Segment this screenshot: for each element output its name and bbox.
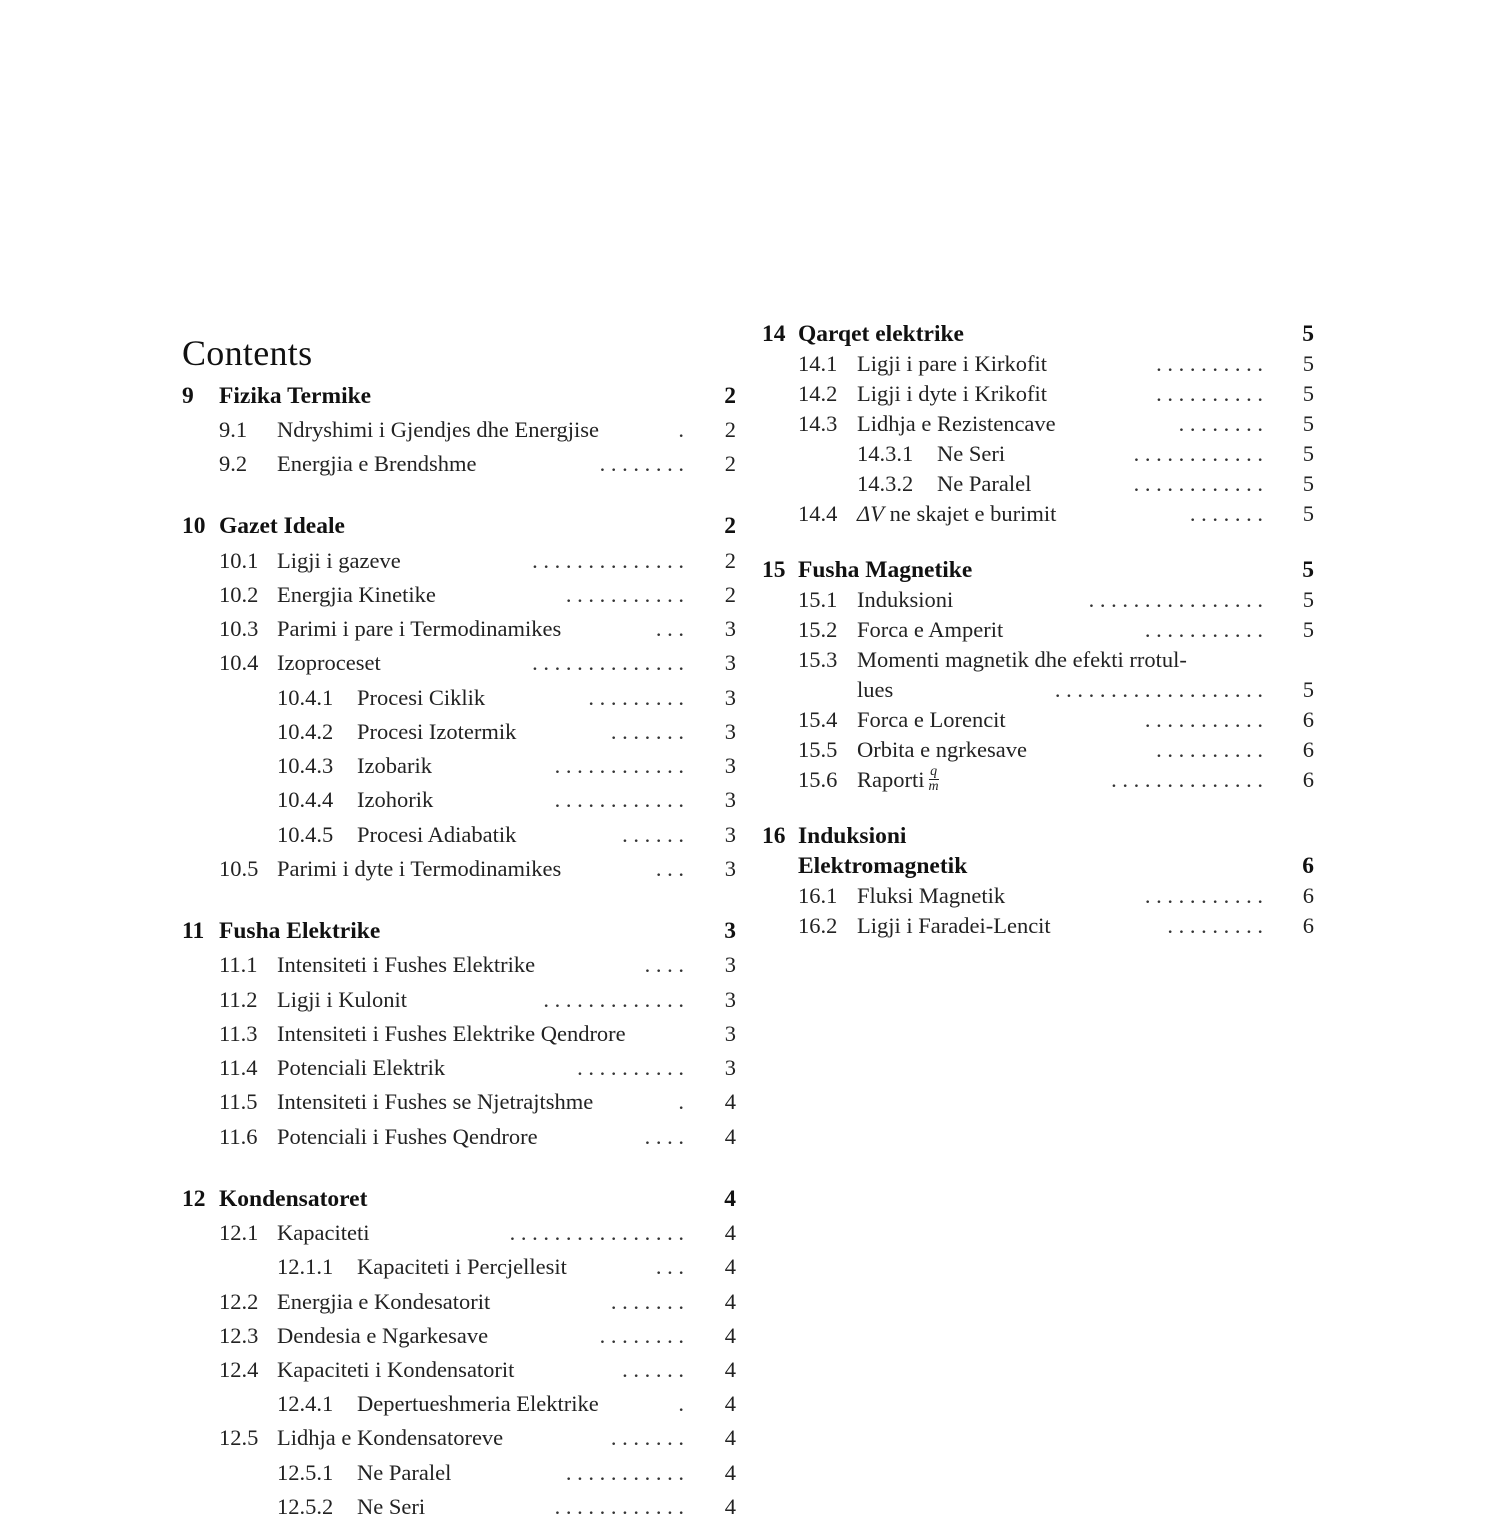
page-number: 2 <box>724 548 736 573</box>
dot-leader: . . . . . . . . . . . <box>565 582 684 607</box>
dot-leader: . . . . . . . . . . <box>577 1055 684 1080</box>
entry-title-text: Lidhja e Rezistencave <box>857 411 1056 436</box>
dot-leader: . . . . . . <box>622 1357 684 1382</box>
entry-title <box>357 1389 599 1419</box>
page-number: 3 <box>724 1021 736 1046</box>
dot-leader: . . . . . . . . . . . . <box>554 753 684 778</box>
entry-number: 12.5.2 <box>277 1494 334 1519</box>
entry-title <box>277 1087 593 1117</box>
page-number: 2 <box>724 513 736 539</box>
entry-title-text: Parimi i pare i Termodinamikes <box>277 616 562 641</box>
entry-title-text: Ne Seri <box>937 441 1006 466</box>
entry-title <box>277 1053 445 1083</box>
entry-title-text: Kapaciteti i Kondensatorit <box>277 1357 515 1382</box>
page-number: 5 <box>1302 587 1314 612</box>
toc-entry-section[interactable] <box>0 379 1500 409</box>
entry-number: 11.2 <box>219 987 258 1012</box>
entry-title <box>357 1458 451 1488</box>
page-number: 4 <box>724 1494 736 1519</box>
toc-entry-chapter[interactable] <box>0 821 1500 851</box>
entry-number: 9 <box>182 383 194 409</box>
toc-entry-section[interactable] <box>0 1087 1500 1117</box>
entry-title-text: Kondensatoret <box>219 1186 368 1212</box>
entry-number: 10.4.3 <box>277 753 334 778</box>
toc-entry-subsection[interactable] <box>0 469 1500 499</box>
dot-leader: . . . . . . . <box>610 1425 684 1450</box>
page-number: 4 <box>724 1357 736 1382</box>
page-number: 2 <box>724 383 736 409</box>
entry-title <box>277 985 407 1015</box>
toc-entry-section[interactable] <box>0 985 1500 1015</box>
entry-title <box>937 439 1005 469</box>
dot-leader: . . . . . . . . . <box>588 685 684 710</box>
entry-title-text: Forca e Lorencit <box>857 707 1006 732</box>
entry-number: 15 <box>762 557 786 583</box>
entry-number: 12.4.1 <box>277 1391 334 1416</box>
dot-leader: . . . . . . . <box>610 1289 684 1314</box>
dot-leader: . <box>678 417 684 442</box>
toc-entry-section[interactable] <box>0 499 1500 529</box>
entry-title <box>937 469 1031 499</box>
entry-title <box>798 821 906 851</box>
entry-title-text: Orbita e ngrkesave <box>857 737 1027 762</box>
entry-number: 15.3 <box>798 647 838 672</box>
entry-title <box>277 1287 490 1317</box>
dot-leader: . . . . . . . <box>610 719 684 744</box>
dot-leader: . . . . . . . . . . . . . <box>543 987 684 1012</box>
page-number: 4 <box>724 1323 736 1348</box>
entry-title-text: Procesi Izotermik <box>357 719 517 744</box>
entry-title-text: Procesi Adiabatik <box>357 822 517 847</box>
dot-leader: . . . . . . . . . . . . <box>554 1494 684 1519</box>
page-number: 5 <box>1302 441 1314 466</box>
toc-entry-section[interactable] <box>0 765 1500 795</box>
dot-leader: . . . . . . . . <box>1178 411 1263 436</box>
toc-entry-chapter[interactable] <box>0 319 1500 349</box>
page-number: 2 <box>724 451 736 476</box>
dot-leader: . . . . . . . . . . . . . . . . <box>509 1220 684 1245</box>
page-number: 3 <box>724 719 736 744</box>
entry-title-text: Raporti <box>857 767 925 792</box>
entry-title <box>857 585 953 615</box>
page-number: 4 <box>724 1089 736 1114</box>
entry-title <box>857 615 1003 645</box>
entry-number: 16 <box>762 823 786 849</box>
entry-number: 12.4 <box>219 1357 259 1382</box>
page-number: 3 <box>724 918 736 944</box>
page-number: 5 <box>1302 617 1314 642</box>
page-number: 2 <box>724 582 736 607</box>
dot-leader: . . . . . . . . . . . . <box>1133 471 1263 496</box>
entry-title-text: Potenciali i Fushes Qendrore <box>277 1124 538 1149</box>
toc-entry-section[interactable] <box>0 645 1500 675</box>
entry-title-text: Procesi Ciklik <box>357 685 486 710</box>
entry-number: 10.4.4 <box>277 787 334 812</box>
math-delta-v: ΔV <box>857 501 884 526</box>
entry-number: 16.1 <box>798 883 838 908</box>
page-number: 4 <box>724 1220 736 1245</box>
page-number: 5 <box>1302 351 1314 376</box>
dot-leader: . . . . . . . . . . . . . . <box>532 650 684 675</box>
entry-title-text: Intensiteti i Fushes Elektrike <box>277 952 536 977</box>
toc-entry-subsection[interactable] <box>0 1389 1500 1419</box>
entry-number: 15.1 <box>798 587 838 612</box>
dot-leader: . . . . . . . . . . . <box>565 1460 684 1485</box>
page-number: 3 <box>724 616 736 641</box>
page-number: 4 <box>724 1186 736 1212</box>
entry-title <box>277 1122 538 1152</box>
dot-leader: . . . . . . . . . . . . . . <box>532 548 684 573</box>
entry-number: 10.4.1 <box>277 685 334 710</box>
toc-entry-section[interactable] <box>0 1218 1500 1248</box>
entry-title-text: Forca e Amperit <box>857 617 1004 642</box>
entry-title-text: Momenti magnetik dhe efekti rrotul- <box>857 647 1187 672</box>
entry-title <box>277 1423 503 1453</box>
entry-number: 15.5 <box>798 737 838 762</box>
entry-title-text: Izobarik <box>357 753 432 778</box>
dot-leader: . . . . . . <box>622 822 684 847</box>
page-number: 5 <box>1302 677 1314 702</box>
dot-leader: . . . . . . . . . . . . . . <box>1111 767 1263 792</box>
toc-entry-section[interactable] <box>0 911 1500 941</box>
entry-number: 10 <box>182 513 206 539</box>
entry-title <box>277 1019 626 1049</box>
page-number: 4 <box>724 1124 736 1149</box>
toc-entry-section[interactable] <box>0 409 1500 439</box>
entry-title-text: Depertueshmeria Elektrike <box>357 1391 599 1416</box>
entry-title-text: Qarqet elektrike <box>798 321 964 347</box>
entry-title <box>798 319 964 349</box>
toc-entry-chapter[interactable] <box>0 555 1500 585</box>
entry-title-text: Fusha Elektrike <box>219 918 381 944</box>
dot-leader: . <box>678 1089 684 1114</box>
entry-title-text: Ne Seri <box>357 1494 426 1519</box>
entry-number: 11.1 <box>219 952 258 977</box>
entry-number: 12.1.1 <box>277 1254 334 1279</box>
entry-number: 15.2 <box>798 617 838 642</box>
page-number: 5 <box>1302 557 1314 583</box>
entry-title <box>357 1252 567 1282</box>
toc-entry-subsection[interactable] <box>0 439 1500 469</box>
dot-leader: . . . . . . . . . . <box>1156 737 1263 762</box>
page-number: 6 <box>1302 913 1314 938</box>
page-number: 4 <box>724 1425 736 1450</box>
page-number: 5 <box>1302 381 1314 406</box>
page-number: 6 <box>1302 853 1314 879</box>
entry-title <box>857 911 1051 941</box>
entry-title-text: Induksioni <box>857 587 954 612</box>
entry-number: 11 <box>182 918 205 944</box>
toc-entry-section[interactable] <box>0 1122 1500 1152</box>
entry-title-text: Induksioni <box>798 823 907 849</box>
entry-number: 14.3.2 <box>857 471 914 496</box>
toc-entry-section[interactable] <box>0 950 1500 980</box>
toc-entry-section[interactable] <box>0 349 1500 379</box>
page-number: 3 <box>724 856 736 881</box>
page-number: 5 <box>1302 321 1314 347</box>
toc-entry-section[interactable] <box>0 735 1500 765</box>
toc-entry-subsection[interactable] <box>0 1252 1500 1282</box>
toc-entry-chapter[interactable] <box>0 1184 1500 1214</box>
entry-title-text: Ndryshimi i Gjendjes dhe Energjise <box>277 417 600 442</box>
entry-title-text: Lidhja e Kondensatoreve <box>277 1425 504 1450</box>
toc-entry-section[interactable] <box>0 1423 1500 1453</box>
entry-number: 14.4 <box>798 501 838 526</box>
entry-number: 16.2 <box>798 913 838 938</box>
entry-title <box>798 851 967 881</box>
toc-entry-subsection[interactable] <box>0 1492 1500 1522</box>
page-title: Contents <box>182 333 313 374</box>
dot-leader: . . . . . . . . . . <box>1156 351 1263 376</box>
dot-leader: . . . . . . . . . <box>1167 913 1263 938</box>
entry-title-text: Elektromagnetik <box>798 853 968 879</box>
page-number: 4 <box>724 1391 736 1416</box>
page-number: 3 <box>724 822 736 847</box>
page-number: 4 <box>724 1460 736 1485</box>
toc-entry-section[interactable] <box>0 1287 1500 1317</box>
entry-number: 15.4 <box>798 707 838 732</box>
entry-title-text: Ligji i dyte i Krikofit <box>857 381 1047 406</box>
page-number: 6 <box>1302 767 1314 792</box>
entry-title-text: lues <box>857 677 894 702</box>
entry-number: 14 <box>762 321 786 347</box>
dot-leader: . . . . . . . <box>1189 501 1263 526</box>
entry-title <box>798 555 972 585</box>
entry-number: 15.6 <box>798 767 838 792</box>
entry-title <box>357 1492 425 1522</box>
dot-leader: . . . . <box>644 952 684 977</box>
entry-title-text: Ligji i gazeve <box>277 548 401 573</box>
page-number: 4 <box>724 1289 736 1314</box>
entry-title-text: Energjia e Brendshme <box>277 451 477 476</box>
dot-leader: . . . . . . . . . . <box>1156 381 1263 406</box>
entry-title-text: Kapaciteti i Percjellesit <box>357 1254 567 1279</box>
entry-title-text: Kapaciteti <box>277 1220 370 1245</box>
entry-number: 12.5.1 <box>277 1460 334 1485</box>
entry-title-text: Izoproceset <box>277 650 381 675</box>
dot-leader: . . . . . . . . <box>599 1323 684 1348</box>
entry-title-text: Fluksi Magnetik <box>857 883 1006 908</box>
page-number: 2 <box>724 417 736 442</box>
page-number: 4 <box>724 1254 736 1279</box>
entry-title <box>857 409 1056 439</box>
page-number: 3 <box>724 952 736 977</box>
entry-number: 12.5 <box>219 1425 259 1450</box>
entry-number: 10.1 <box>219 548 259 573</box>
dot-leader: . . . . . . . . . . . <box>1144 883 1263 908</box>
entry-title-text: Dendesia e Ngarkesave <box>277 1323 489 1348</box>
entry-number: 14.1 <box>798 351 838 376</box>
dot-leader: . . . <box>655 616 684 641</box>
entry-number: 12.2 <box>219 1289 259 1314</box>
entry-number: 14.3.1 <box>857 441 914 466</box>
entry-title-text: Intensiteti i Fushes se Njetrajtshme <box>277 1089 594 1114</box>
entry-number: 12 <box>182 1186 206 1212</box>
entry-number: 11.3 <box>219 1021 258 1046</box>
entry-number: 10.4 <box>219 650 259 675</box>
entry-title-text: Energjia Kinetike <box>277 582 436 607</box>
page-number: 3 <box>724 685 736 710</box>
entry-number: 10.4.5 <box>277 822 334 847</box>
dot-leader: . . . . . . . . . . . <box>1144 707 1263 732</box>
toc-entry-section[interactable] <box>0 705 1500 735</box>
toc-entry-section[interactable] <box>0 1321 1500 1351</box>
dot-leader: . . . . <box>644 1124 684 1149</box>
page-number: 3 <box>724 1055 736 1080</box>
entry-number: 10.2 <box>219 582 259 607</box>
entry-number: 14.2 <box>798 381 838 406</box>
entry-title <box>857 735 1027 765</box>
entry-number: 9.1 <box>219 417 248 442</box>
toc-entry-subsection[interactable] <box>0 1458 1500 1488</box>
entry-title <box>277 950 535 980</box>
entry-title-text: Izohorik <box>357 787 434 812</box>
entry-title-text: Gazet Ideale <box>219 513 345 539</box>
entry-number: 11.4 <box>219 1055 258 1080</box>
page-number: 6 <box>1302 707 1314 732</box>
dot-leader: . . . . . . . . . . . . . . . . <box>1088 587 1263 612</box>
toc-entry-section-cont[interactable] <box>0 675 1500 705</box>
entry-title-text: Potenciali Elektrik <box>277 1055 446 1080</box>
entry-number: 14.3 <box>798 411 838 436</box>
entry-title-text: Ligji i Kulonit <box>277 987 408 1012</box>
page-number: 5 <box>1302 501 1314 526</box>
entry-number: 11.6 <box>219 1124 258 1149</box>
entry-number: 11.5 <box>219 1089 258 1114</box>
dot-leader: . <box>678 1391 684 1416</box>
entry-title-text: Ligji i Faradei-Lencit <box>857 913 1051 938</box>
entry-title <box>857 645 1187 675</box>
toc-entry-section[interactable] <box>0 881 1500 911</box>
entry-number: 12.3 <box>219 1323 259 1348</box>
entry-title <box>219 1184 367 1214</box>
entry-title <box>857 379 1047 409</box>
toc-entry-section[interactable] <box>0 615 1500 645</box>
page-number: 3 <box>724 787 736 812</box>
entry-title-text: Ne Paralel <box>357 1460 452 1485</box>
entry-title <box>857 881 1005 911</box>
entry-title <box>857 705 1006 735</box>
dot-leader: . . . . . . . . . . . . <box>554 787 684 812</box>
entry-number: 10.3 <box>219 616 259 641</box>
page-number: 3 <box>724 987 736 1012</box>
toc-entry-section[interactable] <box>0 1019 1500 1049</box>
toc-entry-section[interactable] <box>0 1053 1500 1083</box>
entry-title-text: Parimi i dyte i Termodinamikes <box>277 856 562 881</box>
entry-title <box>857 765 939 796</box>
entry-number: 10.5 <box>219 856 259 881</box>
entry-title-text: Energjia e Kondesatorit <box>277 1289 491 1314</box>
entry-number: 9.2 <box>219 451 248 476</box>
dot-leader: . . . . . . . . . . . . <box>1133 441 1263 466</box>
dot-leader: . . . . . . . . <box>599 451 684 476</box>
fraction-q-over-m: $\frac{q}{m}$ <box>928 764 939 795</box>
entry-title <box>277 1321 488 1351</box>
dot-leader: . . . <box>655 856 684 881</box>
entry-title-text: ne skajet e burimit <box>889 501 1057 526</box>
entry-title <box>857 675 893 705</box>
page-number: 3 <box>724 650 736 675</box>
toc-entry-section[interactable] <box>0 1355 1500 1385</box>
page-number: 6 <box>1302 737 1314 762</box>
entry-title-text: Fizika Termike <box>219 383 372 409</box>
entry-title-text: Intensiteti i Fushes Elektrike Qendrore <box>277 1021 626 1046</box>
entry-title <box>857 349 1047 379</box>
entry-number: 10.4.2 <box>277 719 334 744</box>
dot-leader: . . . . . . . . . . . . . . . . . . . <box>1054 677 1263 702</box>
page-number: 3 <box>724 753 736 778</box>
dot-leader: . . . . . . . . . . . <box>1144 617 1263 642</box>
page-number: 5 <box>1302 471 1314 496</box>
toc-entry-section[interactable] <box>0 585 1500 615</box>
entry-number: 12.1 <box>219 1220 259 1245</box>
entry-title <box>277 1218 369 1248</box>
entry-title-text: Ligji i pare i Kirkofit <box>857 351 1047 376</box>
page-number: 5 <box>1302 411 1314 436</box>
page-number: 6 <box>1302 883 1314 908</box>
entry-title-text: Fusha Magnetike <box>798 557 973 583</box>
entry-title <box>857 499 1056 529</box>
toc-entry-chapter-cont[interactable] <box>0 851 1500 881</box>
dot-leader: . . . <box>655 1254 684 1279</box>
entry-title-text: Ne Paralel <box>937 471 1032 496</box>
entry-title <box>277 1355 514 1385</box>
